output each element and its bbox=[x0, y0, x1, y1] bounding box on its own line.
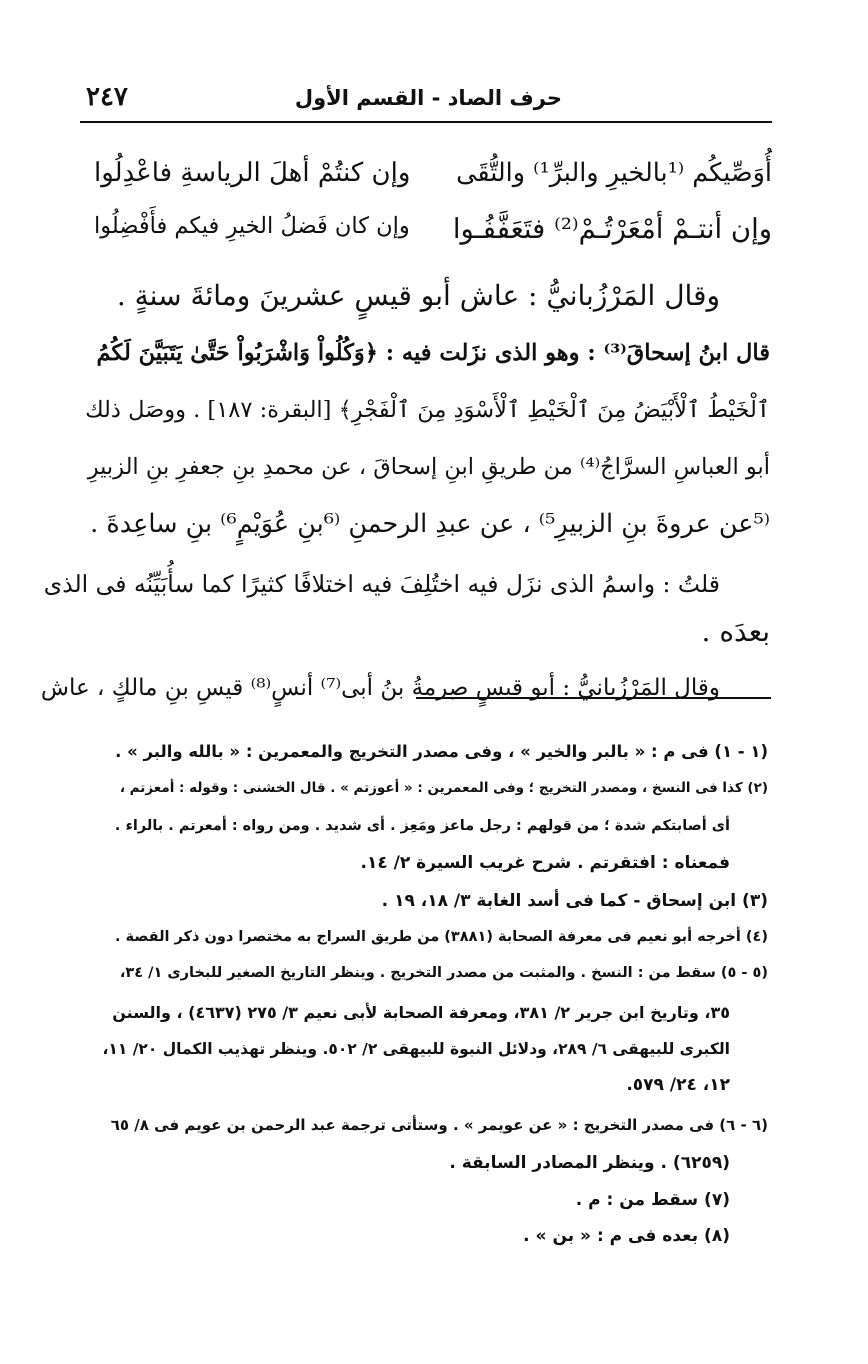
text-line: قلتُ : واسمُ الذى نزَل فيه اختُلِفَ فيه اختلافًا كثيرًا كما سأُبَيِّنُه فى الذى bbox=[43, 570, 720, 598]
verse-1-second-hemistich: وإن كنتُمْ أهلَ الرياسةِ فاعْدِلُوا bbox=[94, 158, 411, 188]
footnote-1: (١ - ١) فى م : « بالبر والخير » ، وفى مصدر التخريج والمعمرين : « بالله والبر » . bbox=[115, 742, 768, 761]
page-number: ٢٤٧ bbox=[86, 82, 128, 112]
chapter-title: حرف الصاد - القسم الأول bbox=[294, 86, 562, 110]
text-line: أبو العباسِ السرَّاجُ⁽⁴⁾ من طريقِ ابنِ إسحاقَ ، عن محمدِ بنِ جعفرِ بنِ الزبيرِ bbox=[87, 454, 770, 480]
footnote-5-cont: ١٢، ٢٤/ ٥٧٩. bbox=[626, 1075, 730, 1095]
footnote-2: (٢) كذا فى النسخ ، ومصدر التخريج ؛ وفى المعمرين : « أعوزتم » . قال الخشنى : وقوله : أمعزتم ، bbox=[119, 780, 768, 796]
footnote-5-cont: الكبرى للبيهقى ٦/ ٢٨٩، ودلائل النبوة للبيهقى ٢/ ٥٠٢. وينظر تهذيب الكمال ٢٠/ ١١، bbox=[102, 1040, 730, 1058]
text-line: وقال المَرْزُبانيُّ : عاش أبو قيسٍ عشرينَ ومائةَ سنةٍ . bbox=[116, 279, 720, 312]
text-line: ٱلْخَيْطُ ٱلْأَبْيَضُ مِنَ ٱلْخَيْطِ ٱلْأَسْوَدِ مِنَ ٱلْفَجْرِ﴾ [البقرة: ١٨٧] . ووصَل ذلك bbox=[85, 397, 770, 423]
text-line: قال ابنُ إسحاقَ⁽³⁾ : وهو الذى نزَلت فيه : ﴿وَكُلُواْ وَاشْرَبُواْ حَتَّىٰ يَتَبَيَّنَ لَكُمُ bbox=[96, 340, 770, 366]
footnote-2-cont: فمعناه : افتقرتم . شرح غريب السيرة ٢/ ١٤. bbox=[360, 853, 730, 873]
footnote-6-cont: (٦٢٥٩) . وينظر المصادر السابقة . bbox=[449, 1153, 730, 1173]
footnote-4: (٤) أخرجه أبو نعيم فى معرفة الصحابة (٣٨٨١) من طريق السراج به مختصرا دون ذكر القصة . bbox=[115, 929, 768, 945]
main-text bbox=[40, 0, 770, 701]
text-line: ⁽⁵عن عروةَ بنِ الزبيرِ⁵⁾ ، عن عبدِ الرحمنِ ⁽⁶بنِ عُوَيْمٍ⁶⁾ بنِ ساعِدةَ . bbox=[90, 509, 770, 539]
footnote-5-cont: ٣٥، وتاريخ ابن جرير ٢/ ٣٨١، ومعرفة الصحابة لأبى نعيم ٣/ ٢٧٥ (٤٦٣٧) ، والسنن bbox=[112, 1003, 730, 1022]
footnote-3: (٣) ابن إسحاق - كما فى أسد الغابة ٣/ ١٨، ١٩ . bbox=[381, 891, 768, 911]
footnote-divider bbox=[416, 697, 771, 699]
text-line: بعدَه . bbox=[701, 615, 770, 648]
footnote-2-cont: أى أصابتكم شدة ؛ من قولهم : رجل ماعز ومَعِز . أى شديد . ومن رواه : أمعرتم . بالراء . bbox=[114, 818, 730, 834]
text-line: وقال المَرْزُبانيُّ : أبو قيسٍ صِرمةُ بنُ أبى⁽⁷⁾ أنسٍ⁽⁸⁾ قيسِ بنِ مالكٍ ، عاش bbox=[40, 675, 720, 701]
footnote-7: (٧) سقط من : م . bbox=[575, 1190, 730, 1210]
verse-1-first-hemistich: أُوَصِّيكُم ⁽¹بالخيرِ والبرِّ¹⁾ والتُّقَى bbox=[456, 158, 772, 188]
footnote-6: (٦ - ٦) فى مصدر التخريج : « عن عويمر » . وستأتى ترجمة عبد الرحمن بن عويم فى ٨/ ٦٥ bbox=[110, 1116, 768, 1134]
footnote-5: (٥ - ٥) سقط من : النسخ . والمثبت من مصدر التخريج . وينظر التاريخ الصغير للبخارى ١/ ٣٤، bbox=[119, 965, 768, 981]
footnote-8: (٨) بعده فى م : « بن » . bbox=[523, 1226, 730, 1246]
verse-2-first-hemistich: وإن أنتـمْ أمْعَرْتُـمْ⁽²⁾ فتَعَفَّفُـوا bbox=[452, 213, 772, 245]
verse-2-second-hemistich: وإن كان فَضلُ الخيرِ فيكم فأَفْضِلُوا bbox=[94, 213, 410, 239]
